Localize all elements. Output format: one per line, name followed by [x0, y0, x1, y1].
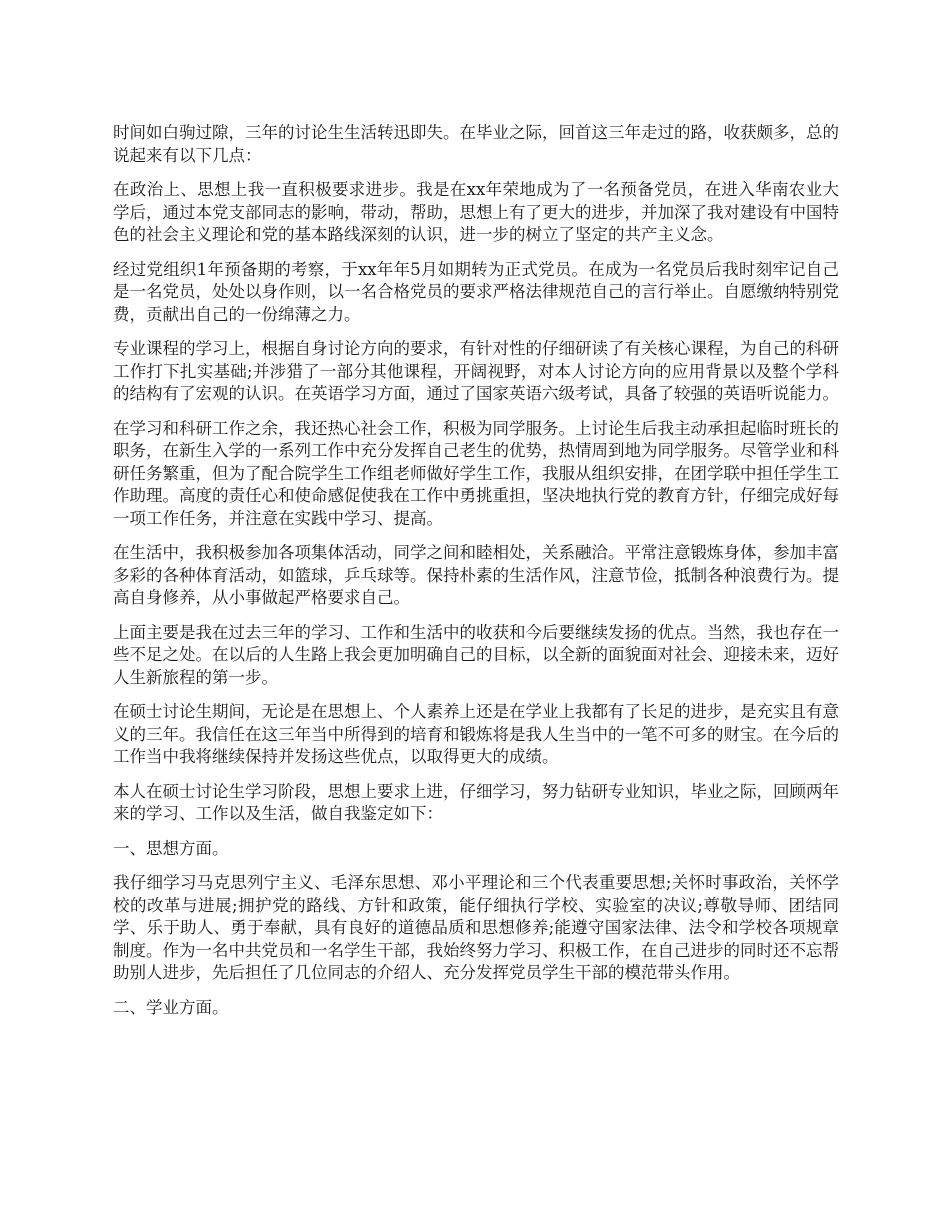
paragraph-social-work: 在学习和科研工作之余，我还热心社会工作，积极为同学服务。上讨论生后我主动承担起临时班长的职务，在新生入学的一系列工作中充分发挥自己老生的优势，热情周到地为同学服务。尽管学业和科研任务繁重，但为了配合院学生工作组老师做好学生工作，我服从组织安排，在团学联中担任学生工作助理。高度的责任心和使命感促使我在工作中勇挑重担，坚决地执行党的教育方针，仔细完成好每一项工作任务，并注意在实践中学习、提高。: [113, 418, 839, 528]
paragraph-summary: 上面主要是我在过去三年的学习、工作和生活中的收获和今后要继续发扬的优点。当然，我也存在一些不足之处。在以后的人生路上我会更加明确自己的目标，以全新的面貌面对社会、迎接未来，迈好人生新旅程的第一步。: [113, 622, 839, 687]
section-heading-thought: 一、思想方面。: [113, 838, 229, 858]
document-body: [113, 122, 839, 1031]
paragraph-coursework: 专业课程的学习上，根据自身讨论方向的要求，有针对性的仔细研读了有关核心课程，为自己的科研工作打下扎实基础;并涉猎了一部分其他课程，开阔视野，对本人讨论方向的应用背景以及整个学科的结构有了宏观的认识。在英语学习方面，通过了国家英语六级考试，具备了较强的英语听说能力。: [113, 339, 839, 403]
paragraph-intro: 时间如白驹过隙，三年的讨论生生活转迅即失。在毕业之际，回首这三年走过的路，收获颇多，总的说起来有以下几点：: [113, 123, 839, 165]
paragraph-masters-period: 在硕士讨论生期间，无论是在思想上、个人素养上还是在学业上我都有了长足的进步，是充实且有意义的三年。我信任在这三年当中所得到的培育和锻炼将是我人生当中的一笔不可多的财宝。在今后的工作当中我将继续保持并发扬这些优点，以取得更大的成绩。: [113, 702, 839, 766]
paragraph-party-membership: 经过党组织1年预备期的考察，于xx年年5月如期转为正式党员。在成为一名党员后我时刻牢记自己是一名党员，处处以身作则，以一名合格党员的要求严格法律规范自己的言行举止。自愿缴纳特别党费，贡献出自己的一份绵薄之力。: [113, 259, 839, 324]
paragraph-daily-life: 在生活中，我积极参加各项集体活动，同学之间和睦相处，关系融洽。平常注意锻炼身体，参加丰富多彩的各种体育活动，如篮球，乒乓球等。保持朴素的生活作风，注意节俭，抵制各种浪费行为。提高自身修养，从小事做起严格要求自己。: [113, 543, 839, 607]
section-heading-academics: 二、学业方面。: [113, 997, 229, 1017]
paragraph-thought-details: 我仔细学习马克思列宁主义、毛泽东思想、邓小平理论和三个代表重要思想;关怀时事政治，关怀学校的改革与进展;拥护党的路线、方针和政策，能仔细执行学校、实验室的决议;尊敬导师、团结同学、乐于助人、勇于奉献，具有良好的道德品质和思想修养;能遵守国家法律、法令和学校各项规章制度。作为一名中共党员和一名学生干部，我始终努力学习、积极工作，在自己进步的同时还不忘帮助别人进步，先后担任了几位同志的介绍人、充分发挥党员学生干部的模范带头作用。: [113, 873, 839, 982]
paragraph-political-progress: 在政治上、思想上我一直积极要求进步。我是在xx年荣地成为了一名预备党员，在进入华南农业大学后，通过本党支部同志的影响，带动，帮助，思想上有了更大的进步，并加深了我对建设有中国特色的社会主义理论和党的基本路线深刻的认识，进一步的树立了坚定的共产主义念。: [113, 180, 839, 244]
paragraph-self-assessment-intro: 本人在硕士讨论生学习阶段，思想上要求上进，仔细学习，努力钻研专业知识，毕业之际，回顾两年来的学习、工作以及生活，做自我鉴定如下：: [113, 781, 839, 823]
